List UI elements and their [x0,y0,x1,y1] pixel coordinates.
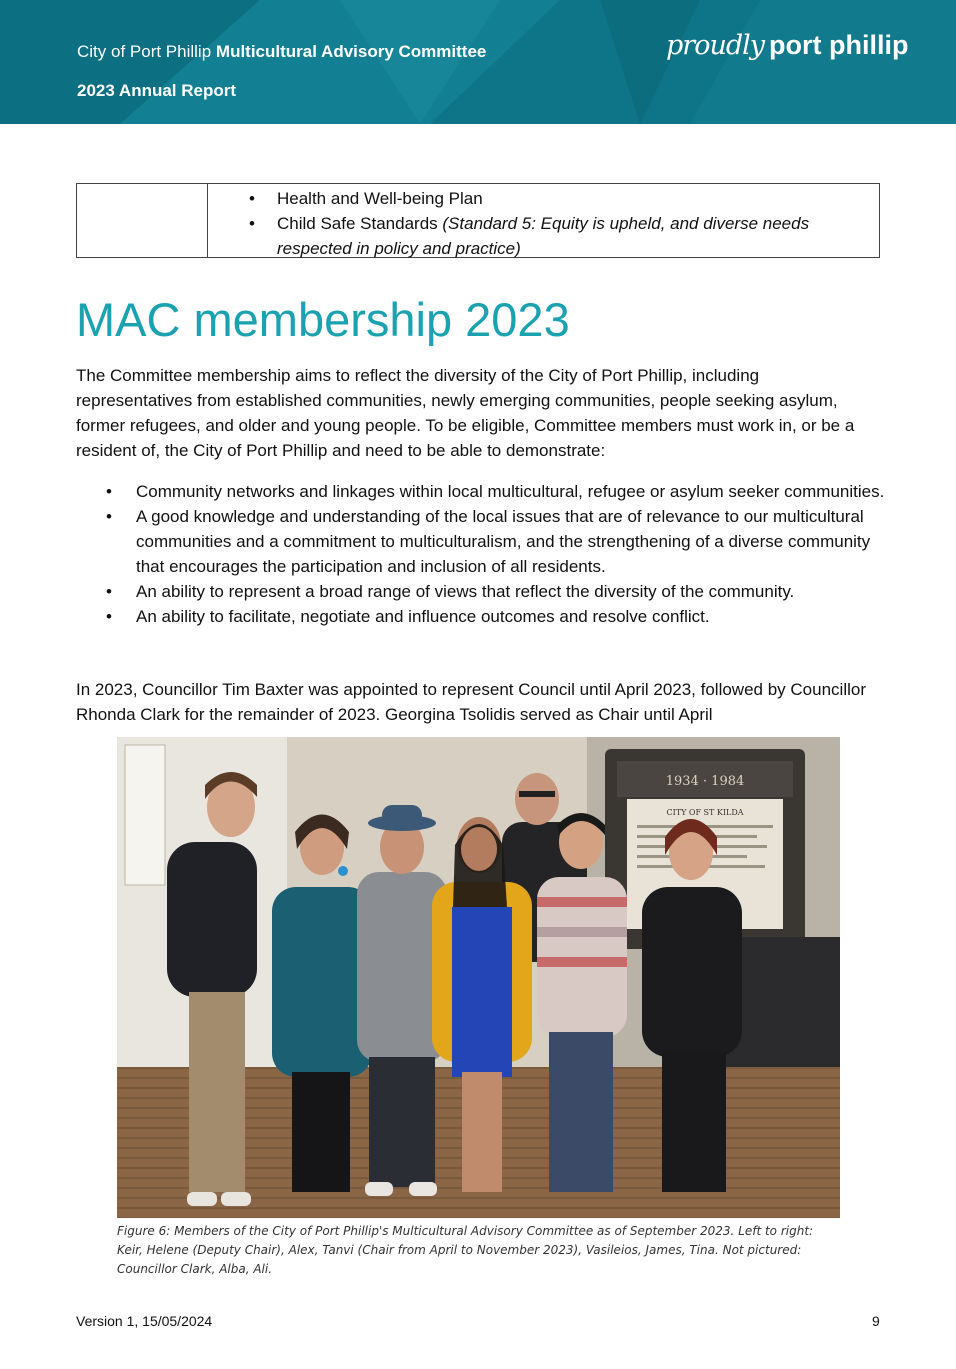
group-photo [117,737,840,1218]
logo-script-text: proudly [666,30,765,61]
criteria-item: • A good knowledge and understanding of the local issues that are of relevance to our multicultural communities and a commitment to multiculturalism, and the strengthening of a diverse community that encourages the participation and inclusion of all residents. [136,504,886,579]
banner-background [0,0,956,124]
plaque-years: 1934 · 1984 [665,774,745,789]
intro-paragraph: The Committee membership aims to reflect the diversity of the City of Port Phillip, including representatives from established communities, newly emerging communities, people seeking asylum, former refugees, and older and young people. To be eligible, Committee members must work in, or be a resident of, the City of Port Phillip and need to be able to demonstrate: [76,366,855,460]
group-photo-illustration [117,737,840,1218]
councillor-paragraph: In 2023, Councillor Tim Baxter was appointed to represent Council until April 2023, followed by Councillor Rhonda Clark for the remainder of 2023. Georgina Tsolidis served as Chair until April [76,680,866,724]
policy-list [207,186,877,261]
policy-item [277,186,877,211]
footer-version: Version 1, 15/05/2024 [76,1313,213,1329]
header-org: City of Port Phillip [77,42,212,61]
page-number: 9 [872,1313,880,1329]
criteria-item: • An ability to represent a broad range of views that reflect the diversity of the community. [136,579,886,604]
photo-caption: Figure 6: Members of the City of Port Phillip's Multicultural Advisory Committee as of September 2023. Left to right: Keir, Helene (Deputy Chair), Alex, Tanvi (Chair from April to November 2023), Vasileios, James, Tina. Not pictured: Councillor Clark, Alba, Ali. [117,1224,814,1276]
header-banner [0,0,956,124]
policy-table [76,183,880,258]
plaque-title: CITY OF ST KILDA [666,808,744,817]
header-subtitle: 2023 Annual Report [77,81,237,100]
criteria-item: • Community networks and linkages within local multicultural, refugee or asylum seeker communities. [136,479,886,504]
logo-bold-text: port phillip [769,30,909,60]
policy-item-note: (Standard 5: Equity is upheld, and diverse needs respected in policy and practice) [277,214,810,258]
policy-item-text: Health and Well-being Plan [277,189,483,208]
header-title [77,42,486,62]
header-committee: Multicultural Advisory Committee [215,42,487,61]
policy-item [277,211,877,261]
section-heading: MAC membership 2023 [76,293,570,346]
policy-table-empty-cell [77,184,208,257]
criteria-item: • An ability to facilitate, negotiate and influence outcomes and resolve conflict. [136,604,886,629]
policy-item-text: Child Safe Standards [277,214,443,233]
proudly-port-phillip-logo [666,30,909,61]
eligibility-criteria-list [76,479,886,629]
